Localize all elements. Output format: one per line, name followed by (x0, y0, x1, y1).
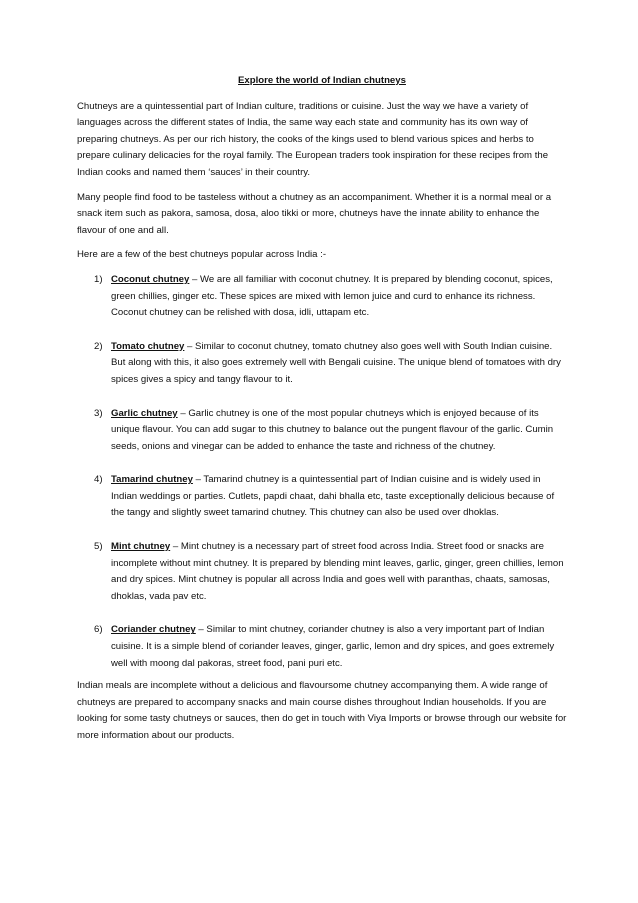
list-item-term: Garlic chutney (111, 407, 178, 419)
list-item-number: 2) (94, 340, 103, 352)
document-title: Explore the world of Indian chutneys (238, 75, 406, 86)
list-intro-paragraph: Here are a few of the best chutneys popular across India :- (77, 249, 327, 261)
list-item-text: – Similar to mint chutney, coriander chutney is also a very important part of Indian cuisine. It is a simple blend of coriander leaves, ginger, garlic, lemon and dry spices, and goes extremely well with moong dal pakoras, street food, pani puri etc. (111, 624, 555, 669)
list-item-term: Tomato chutney (111, 340, 185, 352)
chutney-list (77, 272, 567, 672)
document-page (77, 73, 567, 753)
list-item-number: 3) (94, 407, 103, 419)
list-item-term: Coconut chutney (111, 273, 190, 285)
list-item (77, 472, 567, 522)
list-item (77, 406, 567, 456)
intro-paragraph: Chutneys are a quintessential part of Indian culture, traditions or cuisine. Just the way we have a variety of languages across the different states of India, the same way each state and community has its own way of preparing chutneys. As per our rich history, the cooks of the kings used to blend various spices and herbs to prepare culinary delicacies for the royal family. The European traders took inspiration for these recipes from the Indian cooks and named them ‘sauces’ in their country. (77, 100, 549, 178)
list-item-number: 1) (94, 273, 103, 285)
list-item-term: Coriander chutney (111, 624, 196, 636)
list-item-text: – Similar to coconut chutney, tomato chutney also goes well with South Indian cuisine. But along with this, it also goes extremely well with Bengali cuisine. The unique blend of tomatoes with dry spices gives a spicy and tangy flavour to it. (111, 340, 561, 385)
closing-paragraph: Indian meals are incomplete without a delicious and flavoursome chutney accompanying them. A wide range of chutneys are prepared to accompany snacks and main course dishes throughout Indian households. If you are looking for some tasty chutneys or sauces, then do get in touch with Viya Imports or browse through our website for more information about our products. (77, 680, 567, 741)
list-item-text: – Garlic chutney is one of the most popular chutneys which is enjoyed because of its unique flavour. You can add sugar to this chutney to balance out the pungent flavour of the garlic. Cumin seeds, onions and vinegar can be added to enhance the taste and richness of the chutney. (111, 407, 554, 452)
list-item-number: 5) (94, 541, 103, 553)
list-item (77, 622, 567, 672)
list-item (77, 272, 567, 322)
list-item-term: Tamarind chutney (111, 474, 193, 486)
list-item (77, 339, 567, 389)
list-item-number: 6) (94, 624, 103, 636)
list-item (77, 539, 567, 605)
list-item-term: Mint chutney (111, 541, 171, 553)
list-item-text: – Mint chutney is a necessary part of street food across India. Street food or snacks are incomplete without mint chutney. It is prepared by blending mint leaves, garlic, ginger, green chillies, lemon and dry spices. Mint chutney is popular all across India and goes well with paranthas, chaats, samosas, dhoklas, vada pav etc. (111, 541, 564, 602)
list-item-number: 4) (94, 474, 103, 486)
list-item-text: – Tamarind chutney is a quintessential part of Indian cuisine and is widely used in Indian weddings or parties. Cutlets, papdi chaat, dahi bhalla etc, taste exceptionally delicious because of the tangy and slightly sweet tamarind chutney. This chutney can also be used over dhoklas. (111, 474, 555, 519)
list-item-text: – We are all familiar with coconut chutney. It is prepared by blending coconut, spices, green chillies, ginger etc. These spices are mixed with lemon juice and curd to enhance its richness. Coconut chutney can be relished with dosa, idli, uttapam etc. (111, 273, 553, 319)
second-paragraph: Many people find food to be tasteless without a chutney as an accompaniment. Whether it is a normal meal or a snack item such as pakora, samosa, dosa, aloo tikki or more, chutneys have the innate ability to enhance the flavour of one and all. (77, 191, 552, 236)
